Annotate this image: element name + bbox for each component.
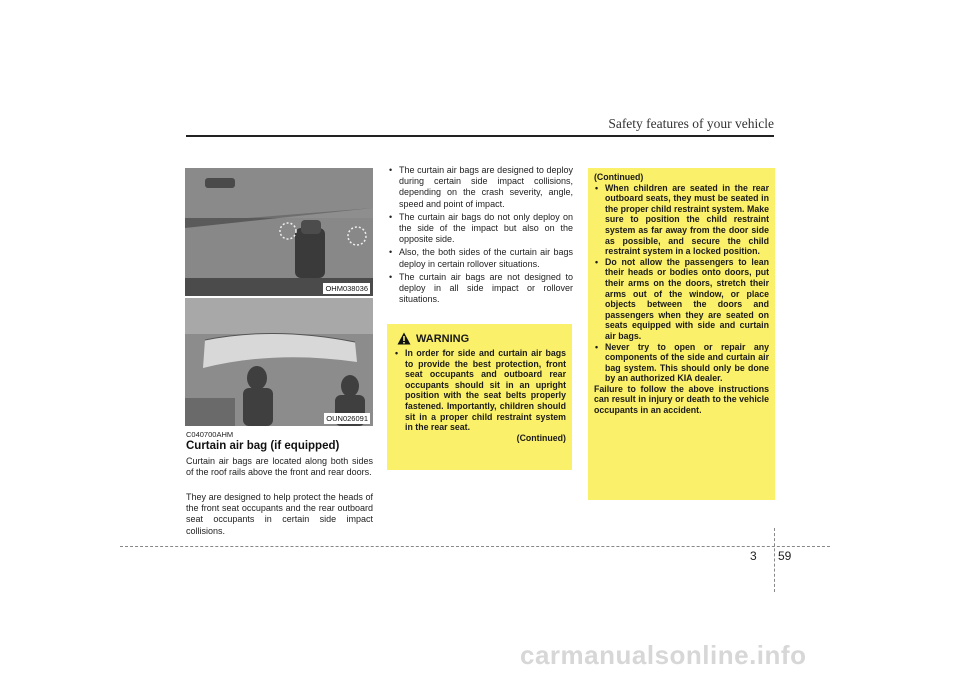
list-item: • Do not allow the passengers to lean their heads or bodies onto doors, put their arms on the doors, stretch their arms out of the window, or place objects between the doors and passengers when they are seated on seats equipped with side and curtain air bags.: [594, 257, 769, 342]
photo-curtain-airbag: [185, 298, 373, 426]
photo-interior-roof: [185, 168, 373, 296]
list-item: • The curtain air bags are not designed to deploy in all side impact or rollover situations.: [388, 272, 573, 306]
footer-rule: [120, 546, 830, 547]
warning-continued: (Continued): [516, 432, 566, 443]
warning-triangle-icon: [397, 332, 411, 345]
warning-title: WARNING: [416, 332, 470, 345]
warning-box: [387, 324, 572, 470]
interior-roof-illustration: [185, 168, 373, 296]
warning-text: • In order for side and curtain air bags to provide the best protection, front seat occupants and outboard rear occupants should sit in an upright position with the seat belts properly fastened. Importantly, children should sit in a proper child restraint system in the rear seat.: [395, 348, 566, 433]
section-paragraph: Curtain air bags are located along both sides of the roof rails above the front and rear doors.: [186, 456, 373, 478]
continued-warning-box: [588, 168, 775, 500]
list-item: • The curtain air bags are designed to deploy during certain side impact collisions, depending on the crash severity, angle, speed and point of impact.: [388, 165, 573, 210]
page-number: 59: [778, 549, 792, 563]
bullet-list: [388, 165, 573, 307]
continued-tail: Failure to follow the above instructions can result in injury or death to the vehicle occupants in an accident.: [594, 383, 769, 416]
continued-list: [594, 183, 769, 384]
image-code: OUN026091: [326, 414, 368, 423]
list-item: • Also, the both sides of the curtain air bags deploy in certain rollover situations.: [388, 247, 573, 269]
section-paragraph: They are designed to help protect the heads of the front seat occupants and the rear outboard seat occupants in certain side impact collisions.: [186, 492, 373, 536]
watermark: carmanualsonline.info: [520, 640, 807, 670]
footer-divider: [774, 528, 775, 592]
list-item: • The curtain air bags do not only deploy on the side of the impact but also on the opposite side.: [388, 212, 573, 246]
warning-header: [395, 332, 566, 345]
list-item: • When children are seated in the rear outboard seats, they must be seated in the proper child restraint system. Make sure to position the child restraint system as far away from the door side as possible, and secure the child restraint system in a locked position.: [594, 183, 769, 257]
header-rule: [186, 135, 774, 137]
list-item: • Never try to open or repair any components of the side and curtain air bag system. This should only be done by an authorized KIA dealer.: [594, 342, 769, 384]
header-title: Safety features of your vehicle: [608, 116, 774, 131]
section-code: C040700AHM: [186, 430, 234, 439]
section-heading: Curtain air bag (if equipped): [186, 440, 340, 452]
continued-label: (Continued): [594, 172, 644, 182]
image-code: OHM038036: [325, 284, 368, 293]
curtain-airbag-illustration: [185, 298, 373, 426]
chapter-number: 3: [750, 549, 757, 563]
